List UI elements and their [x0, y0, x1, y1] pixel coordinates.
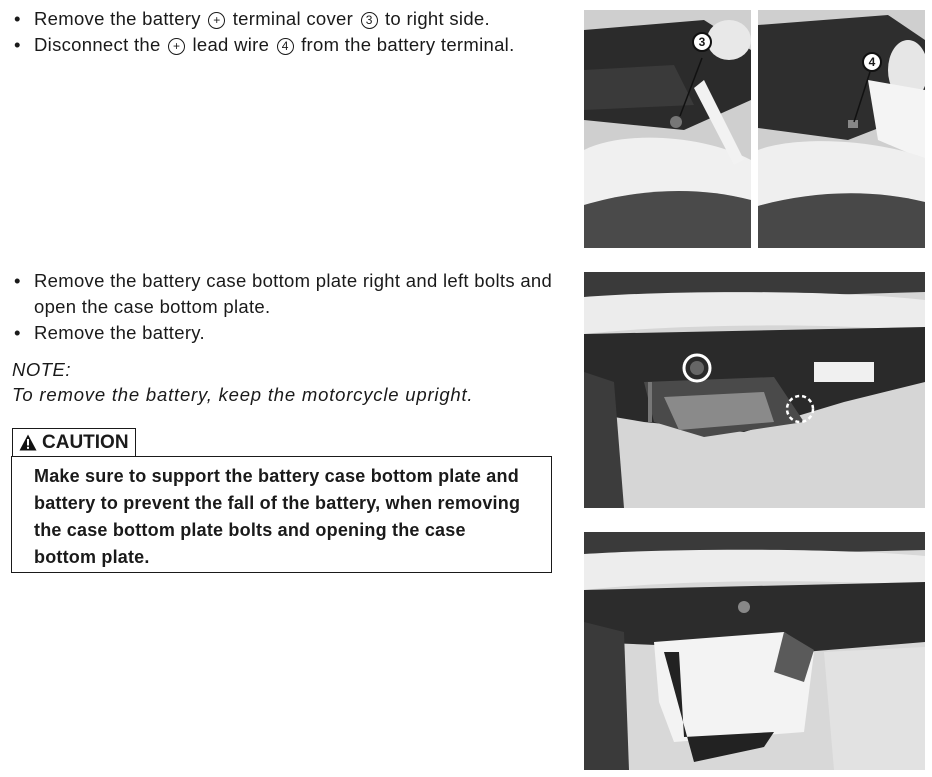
plus-terminal-icon: +: [168, 38, 185, 55]
caution-box: Make sure to support the battery case bottom plate and battery to prevent the fall of the battery, when removing the case bottom plate bolts and opening the case bottom plate.: [11, 456, 552, 573]
warning-triangle-icon: [19, 434, 37, 451]
note-text: To remove the battery, keep the motorcycle upright.: [12, 384, 474, 405]
step-open-bottom-plate: • Remove the battery case bottom plate right and left bolts and open the case bottom plate.: [14, 268, 559, 320]
step-disconnect-lead: • Disconnect the + lead wire 4 from the battery terminal.: [14, 32, 515, 58]
photo-bottom-plate-bolts-image: [584, 272, 925, 508]
plus-terminal-icon: +: [208, 12, 225, 29]
photo-battery-removal-image: [584, 532, 925, 770]
note-heading: NOTE:: [12, 359, 72, 380]
step-list-top: [14, 6, 515, 58]
photo-lead-wire-image: [758, 10, 925, 248]
photo-battery-removal: [584, 532, 925, 770]
step-remove-battery: • Remove the battery.: [14, 320, 559, 346]
photo-terminal-cover: [584, 10, 751, 248]
ref-number-3: 3: [361, 12, 378, 29]
photo-lead-wire: [758, 10, 925, 248]
photo-terminal-cover-image: [584, 10, 751, 248]
caution-label-text: CAUTION: [42, 432, 129, 453]
caution-label: [12, 428, 136, 456]
step-list-bottom: [14, 268, 559, 346]
photo-bottom-plate-bolts: [584, 272, 925, 508]
ref-number-4: 4: [277, 38, 294, 55]
callout-4: 4: [862, 52, 882, 72]
step-remove-terminal-cover: • Remove the battery + terminal cover 3 to right side.: [14, 6, 515, 32]
callout-3: 3: [692, 32, 712, 52]
